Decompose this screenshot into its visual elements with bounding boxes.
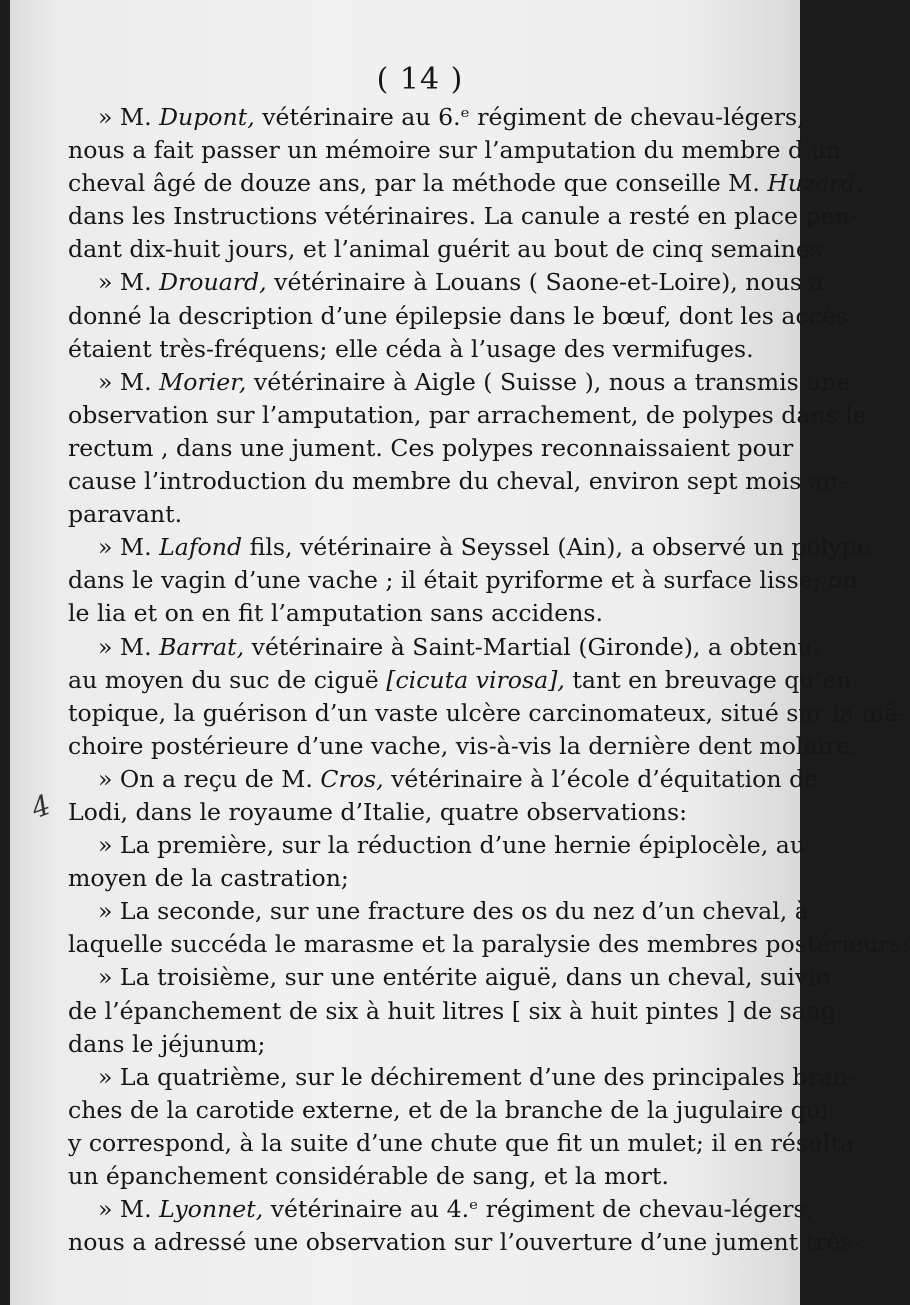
text-line [68,564,858,597]
text-run: cheval âgé de douze ans, par la méthode que conseille M. [68,169,768,198]
text-line [68,928,910,961]
italic-name: [cicuta virosa], [386,665,565,694]
text-run: vétérinaire à Louans ( Saone-et-Loire), nous a [266,268,824,297]
text-run: rectum , dans une jument. Ces polypes reconnaissaient pour [68,433,794,462]
text-run: Lodi, dans le royaume d’Italie, quatre observations: [68,797,688,826]
paragraph [68,895,910,961]
text-run: dans les Instructions vétérinaires. La canule a resté en place pen- [68,202,858,231]
book-page [10,0,910,1305]
text-run: de l’épanchement de six à huit litres [ six à huit pintes ] de sang [68,996,837,1025]
text-line [68,763,819,796]
text-line [68,366,851,399]
italic-name: Lafond [159,533,243,562]
paragraph [68,1193,861,1259]
text-line [68,399,867,432]
italic-name: Barrat, [159,632,245,661]
text-line [68,1193,814,1226]
text-line [68,796,772,829]
text-run: ches de la carotide externe, et de la branche de la jugulaire qui [68,1095,829,1124]
paragraph [68,961,837,1060]
text-run: » M. [98,533,160,562]
paragraph [68,366,867,531]
italic-name: Huzard, [767,169,864,198]
text-run: moyen de la castration; [68,864,349,893]
text-run: » M. [98,367,160,396]
text-line [68,664,852,697]
text-run: vétérinaire à Aigle ( Suisse ), nous a transmis une [246,367,851,396]
text-line [68,1061,856,1094]
paragraph [68,101,864,266]
text-run: » M. [98,103,160,131]
text-run: » La troisième, sur une entérite aiguë, dans un cheval, suivie [98,963,830,992]
paragraph [68,763,819,829]
text-run: étaient très-fréquens; elle céda à l’usage des vermifuges. [68,334,754,363]
text-line [68,862,772,895]
text-line [68,697,906,730]
text-run: dans le jéjunum; [68,1029,266,1058]
text-run: observation sur l’amputation, par arrachement, de polypes dans le [68,400,867,429]
text-run: dant dix-huit jours, et l’animal guérit au bout de cinq semaines. [68,235,830,264]
text-line [68,1160,772,1193]
text-run: cause l’introduction du membre du cheval, environ sept mois au- [68,467,847,496]
italic-name: Morier, [159,367,247,396]
text-line [68,432,794,465]
text-run: » On a reçu de M. [98,764,321,793]
text-run: fils, vétérinaire à Seyssel (Ain), a observé un polype [242,533,871,562]
text-run: vétérinaire à Saint-Martial (Gironde), a obtenu, [244,632,821,661]
text-run: tant en breuvage qu’en [564,665,852,694]
italic-name: Drouard, [159,268,267,297]
text-run: un épanchement considérable de sang, et la mort. [68,1162,669,1190]
text-run: donné la description d’une épilepsie dans le bœuf, dont les accès [68,301,848,330]
text-line [68,829,806,862]
text-run: nous a fait passer un mémoire sur l’amputation du membre d’un [68,136,841,165]
text-line [68,200,858,233]
paragraph [68,829,806,895]
text-run: » La première, sur la réduction d’une hernie épiplocèle, au [98,831,806,860]
text-run: choire postérieure d’une vache, vis-à-vis la dernière dent molaire. [68,731,858,760]
paragraph [68,266,848,365]
text-line [68,895,809,928]
text-line [68,1094,829,1127]
text-run: paravant. [68,500,183,529]
paragraph [68,631,906,763]
margin-mark: 4 [26,787,55,826]
text-line [68,465,847,498]
text-run: » La seconde, sur une fracture des os du nez d’un cheval, à [98,897,809,926]
page-number: ( 14 ) [376,62,464,97]
text-run: » M. [98,1195,160,1224]
text-run: » M. [98,268,160,297]
paragraph [68,531,871,630]
text-line [68,961,830,994]
text-line [68,730,858,763]
text-run: topique, la guérison d’un vaste ulcère carcinomateux, situé sur la mâ- [68,698,906,727]
text-run: vétérinaire au 6.ᵉ régiment de chevau-légers, [254,103,805,131]
paragraph [68,1061,856,1193]
text-run: vétérinaire au 4.ᵉ régiment de chevau-légers, [263,1195,814,1224]
text-run: le lia et on en fit l’amputation sans accidens. [68,599,604,628]
text-run: vétérinaire à l’école d’équitation de [383,764,819,793]
text-run: nous a adressé une observation sur l’ouverture d’une jument très- [68,1228,861,1257]
italic-name: Cros, [320,764,384,793]
text-run: » M. [98,632,160,661]
text-line [68,233,830,266]
text-line [68,498,772,531]
text-line [68,101,805,134]
text-line [68,300,848,333]
text-line [68,1028,772,1061]
text-line [68,333,772,366]
text-run: au moyen du suc de ciguë [68,665,387,694]
text-line [68,134,841,167]
italic-name: Lyonnet, [159,1195,264,1224]
text-line [68,1127,855,1160]
italic-name: Dupont, [159,103,255,131]
text-run: » La quatrième, sur le déchirement d’une des principales bran- [98,1062,856,1091]
text-run: dans le vagin d’une vache ; il était pyriforme et à surface lisse; on [68,566,858,595]
text-line [68,597,772,630]
text-line [68,631,821,664]
page-text [68,101,910,1259]
text-line [68,1226,861,1259]
text-run: laquelle succéda le marasme et la paralysie des membres postérieurs; [68,930,910,959]
text-line [68,266,824,299]
text-line [68,995,837,1028]
text-line [68,531,871,564]
text-line [68,167,864,200]
text-run: y correspond, à la suite d’une chute que fit un mulet; il en résulta [68,1128,855,1157]
